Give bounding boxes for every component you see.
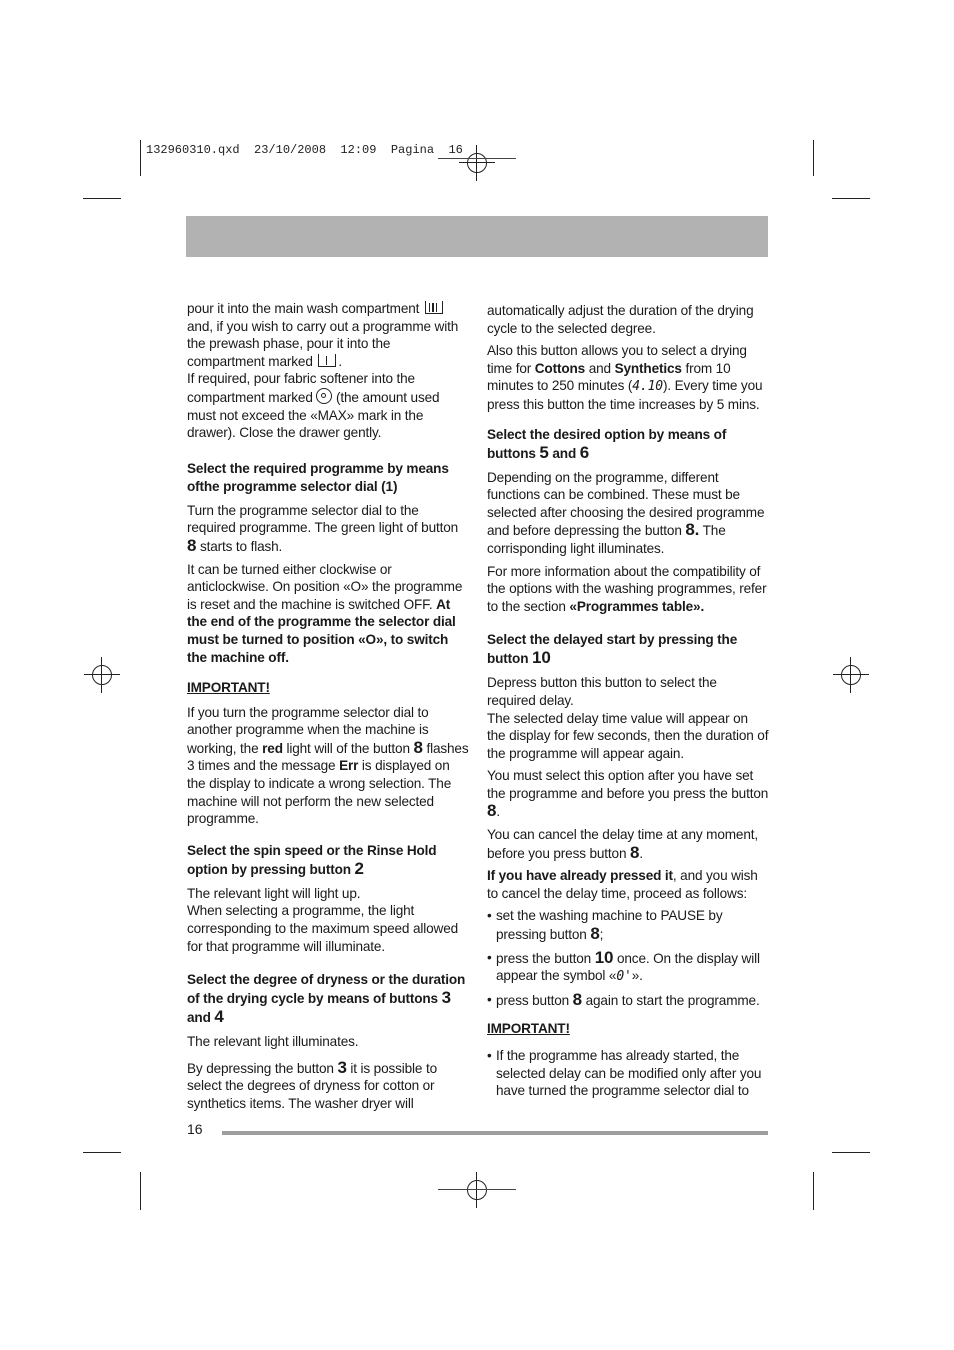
registration-mark-top bbox=[459, 145, 495, 181]
text: press the button bbox=[496, 950, 592, 966]
registration-mark-right bbox=[833, 657, 869, 693]
paragraph bbox=[487, 563, 769, 616]
text: If required, pour fabric softener into the compartment marked bbox=[187, 371, 415, 405]
button-number: 8 bbox=[187, 535, 197, 555]
paragraph bbox=[487, 469, 769, 558]
bold-text: If you have already pressed it bbox=[487, 868, 673, 884]
text: and bbox=[552, 445, 577, 461]
crop-mark bbox=[832, 1152, 870, 1153]
crop-mark bbox=[140, 1172, 141, 1210]
paragraph bbox=[487, 826, 769, 862]
button-number: 10 bbox=[532, 648, 551, 668]
text: again to start the programme. bbox=[585, 992, 760, 1008]
button-number: 8. bbox=[685, 520, 700, 540]
paragraph bbox=[187, 1059, 469, 1113]
registration-line bbox=[438, 1189, 516, 1190]
text: If you turn the programme selector dial to another programme when the machine is working, the bbox=[187, 704, 429, 756]
text: If the programme has already started, the selected delay can be modified only after you have turned the programme selector dial to bbox=[496, 1048, 762, 1099]
section-heading bbox=[187, 842, 469, 879]
paragraph bbox=[487, 674, 769, 762]
footer-rule bbox=[222, 1131, 768, 1135]
list-item bbox=[487, 1047, 769, 1100]
text: You must select this option after you have set the programme and before you press the button bbox=[487, 768, 769, 801]
text: Depending on the programme, different functions can be combined. These must be selected after choosing the desired programme and before depressing the button bbox=[487, 469, 765, 539]
text: starts to flash. bbox=[199, 538, 283, 554]
registration-mark-bottom bbox=[459, 1172, 495, 1208]
right-column bbox=[487, 302, 769, 1105]
main-wash-compartment-icon bbox=[425, 301, 443, 314]
text: . bbox=[496, 804, 500, 820]
bold-text: At the end of the programme the selector dial must be turned to position «O», to switch the machine off. bbox=[187, 596, 456, 665]
text: Select the degree of dryness or the duration of the drying cycle by means of buttons bbox=[187, 972, 466, 1007]
text: The relevant light will light up. bbox=[187, 885, 361, 901]
section-heading: Select the required programme by means ofthe programme selector dial (1) bbox=[187, 460, 449, 494]
display-symbol: 4.10 bbox=[632, 379, 663, 395]
text: ». bbox=[631, 968, 643, 984]
text: The relevant light illuminates. bbox=[187, 1034, 359, 1050]
important-label: IMPORTANT! bbox=[487, 1021, 570, 1037]
list-item bbox=[487, 907, 769, 943]
button-number: 6 bbox=[579, 442, 590, 462]
button-number: 8 bbox=[630, 842, 640, 862]
display-symbol: 0' bbox=[616, 969, 632, 985]
registration-mark-left bbox=[84, 657, 120, 693]
text: pour it into the main wash compartment bbox=[187, 301, 420, 316]
text: automatically adjust the duration of the drying cycle to the selected degree. bbox=[487, 303, 754, 336]
bold-text: Synthetics bbox=[614, 360, 682, 376]
button-number: 3 bbox=[441, 988, 451, 1008]
button-number: 2 bbox=[354, 858, 364, 878]
text: By depressing the button bbox=[187, 1060, 334, 1076]
crop-mark bbox=[832, 198, 870, 199]
paragraph bbox=[487, 302, 769, 337]
list-item bbox=[487, 949, 769, 986]
text: Depress button this button to select the required delay. bbox=[487, 675, 717, 708]
text: it is possible to select the degrees of dryness for cotton or synthetics items. The washer dryer will bbox=[187, 1060, 437, 1111]
text: ). Every time you press this button the time increases by 5 mins. bbox=[487, 378, 763, 412]
text: Select the delayed start by pressing the button bbox=[487, 632, 738, 667]
text: , and you wish to cancel the delay time, proceed as follows: bbox=[487, 868, 758, 901]
text: Turn the programme selector dial to the required programme. The green light of button bbox=[187, 502, 459, 536]
text: Also this button allows you to select a drying time for bbox=[487, 343, 747, 376]
header-band bbox=[186, 216, 768, 257]
crop-mark bbox=[140, 140, 141, 176]
text: For more information about the compatibility of the options with the washing programmes, refer to the section bbox=[487, 563, 767, 614]
paragraph bbox=[187, 1033, 469, 1051]
text: set the washing machine to PAUSE by pressing button bbox=[496, 908, 723, 943]
crop-mark bbox=[83, 1152, 121, 1153]
section-heading bbox=[487, 631, 769, 668]
text: (the amount used must not exceed the «MAX» mark in the drawer). Close the drawer gently. bbox=[187, 389, 440, 441]
bold-text: Err bbox=[339, 758, 359, 774]
important-label: IMPORTANT! bbox=[187, 680, 270, 696]
registration-line bbox=[438, 158, 516, 159]
text: The corrisponding light illuminates. bbox=[487, 523, 726, 556]
section-heading bbox=[187, 971, 469, 1027]
button-number: 3 bbox=[337, 1057, 347, 1077]
prewash-compartment-icon bbox=[318, 354, 336, 367]
bold-text: Cottons bbox=[534, 360, 586, 376]
text: Select the desired option by means of buttons bbox=[487, 426, 727, 461]
paragraph bbox=[187, 561, 469, 667]
text: is displayed on the display to indicate a wrong selection. The machine will not perform the new selected programme. bbox=[187, 758, 452, 827]
bold-text: red bbox=[262, 740, 283, 756]
text: . bbox=[639, 845, 643, 861]
text: flashes 3 times and the message bbox=[187, 740, 469, 774]
paragraph bbox=[487, 342, 769, 413]
paragraph bbox=[187, 300, 469, 442]
text: press button bbox=[496, 992, 570, 1008]
text: and bbox=[187, 1010, 211, 1026]
button-number: 10 bbox=[594, 947, 614, 967]
button-number: 8 bbox=[590, 924, 600, 944]
crop-mark bbox=[813, 140, 814, 176]
text: and bbox=[588, 360, 611, 376]
file-info-header: 132960310.qxd 23/10/2008 12:09 Pagina 16 bbox=[146, 143, 463, 157]
crop-mark bbox=[813, 1172, 814, 1210]
bold-text: «Programmes table». bbox=[569, 598, 705, 614]
paragraph bbox=[487, 767, 769, 821]
text: You can cancel the delay time at any moment, before you press button bbox=[487, 827, 758, 861]
fabric-softener-icon bbox=[316, 388, 332, 404]
list-item bbox=[487, 991, 769, 1010]
paragraph bbox=[187, 704, 469, 828]
text: once. On the display will appear the symbol « bbox=[496, 950, 760, 984]
paragraph bbox=[487, 867, 769, 902]
button-number: 8 bbox=[413, 737, 423, 757]
section-heading bbox=[487, 426, 769, 463]
button-number: 4 bbox=[214, 1007, 224, 1027]
button-number: 5 bbox=[539, 442, 549, 462]
text: Select the spin speed or the Rinse Hold option by pressing button bbox=[187, 842, 437, 877]
paragraph bbox=[187, 885, 469, 955]
left-column bbox=[187, 300, 469, 1118]
text: The selected delay time value will appear on the display for few seconds, then the duration of the programme will appear again. bbox=[487, 710, 769, 761]
text: light will of the button bbox=[286, 740, 410, 756]
page-number: 16 bbox=[187, 1121, 203, 1137]
button-number: 8 bbox=[487, 801, 497, 821]
paragraph bbox=[187, 502, 469, 556]
crop-mark bbox=[83, 198, 121, 199]
text: It can be turned either clockwise or anticlockwise. On position «O» the programme is reset and the machine is switched OFF. bbox=[187, 561, 463, 612]
text: and, if you wish to carry out a programme with the prewash phase, pour it into the compartment marked bbox=[187, 318, 459, 369]
text: ; bbox=[599, 927, 604, 943]
text: When selecting a programme, the light corresponding to the maximum speed allowed for that programme will illuminate. bbox=[187, 903, 459, 954]
button-number: 8 bbox=[572, 989, 582, 1009]
text: from 10 minutes to 250 minutes ( bbox=[487, 360, 731, 394]
text: . bbox=[338, 353, 343, 369]
